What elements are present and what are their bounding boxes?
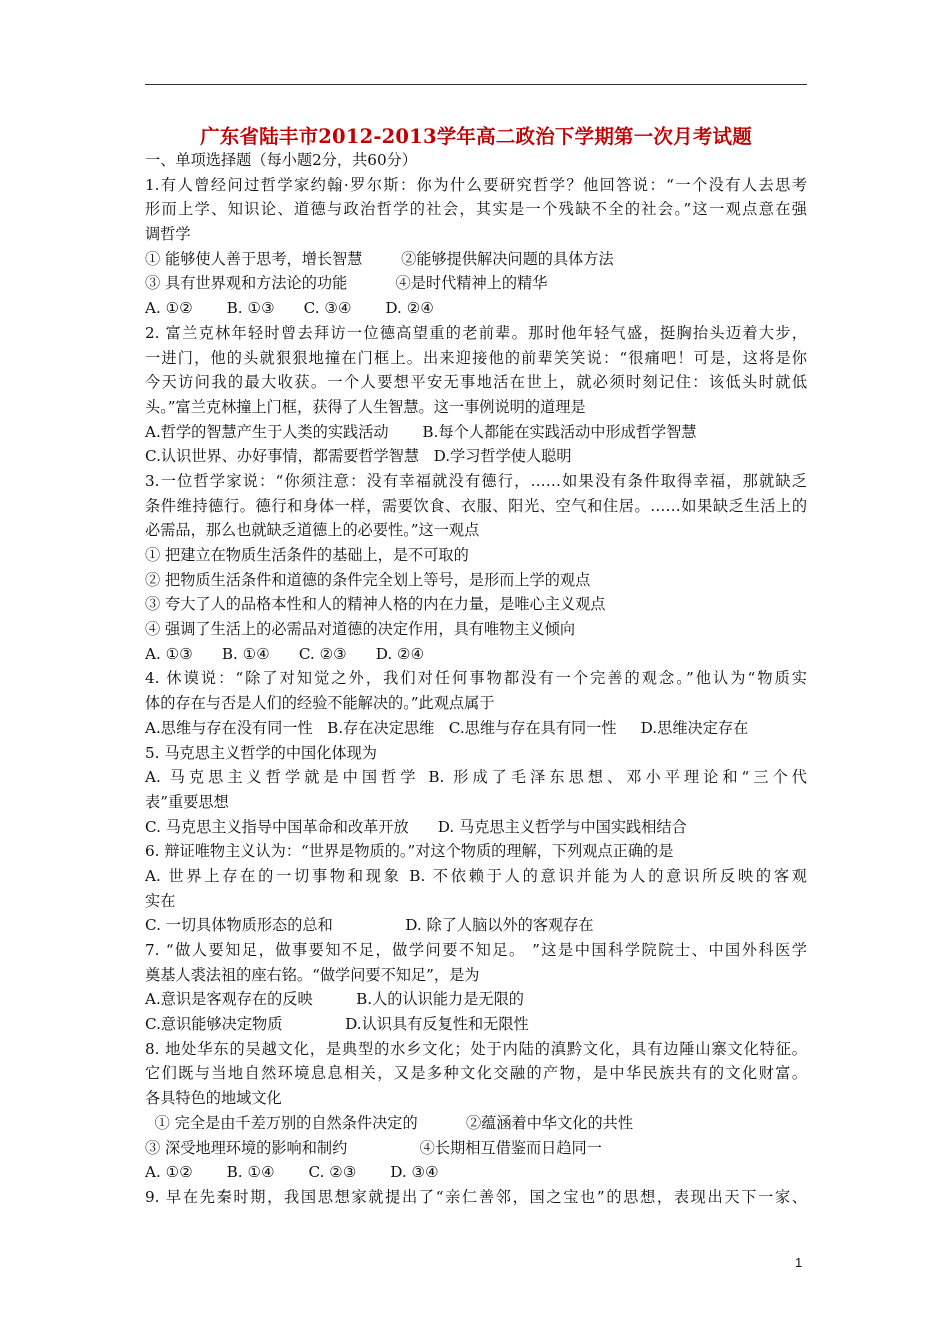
text-line: A.哲学的智慧产生于人类的实践活动 B.每个人都能在实践活动中形成哲学智慧 bbox=[145, 422, 697, 441]
text-line: 调哲学 bbox=[145, 225, 191, 244]
text-line: ① 把建立在物质生活条件的基础上，是不可取的 bbox=[145, 546, 469, 564]
text-line: A.思维与存在没有同一性 B.存在决定思维 C.思维与存在具有同一性 D.思维决定存在 bbox=[145, 718, 749, 737]
text-line: 5. 马克思主义哲学的中国化体现为 bbox=[145, 743, 377, 762]
text-line: ① 能够使人善于思考，增长智慧 ②能够提供解决问题的具体方法 bbox=[145, 249, 614, 268]
text-line: C.认识世界、办好事情，都需要哲学智慧 D.学习哲学使人聪明 bbox=[145, 447, 572, 466]
text-line: A. ①② B. ①③ C. ③④ D. ②④ bbox=[145, 299, 434, 318]
text-line: ④ 强调了生活上的必需品对道德的决定作用，具有唯物主义倾向 bbox=[145, 620, 576, 639]
text-line: 表”重要思想 bbox=[145, 792, 229, 811]
text-line: 体的存在与否是人们的经验不能解决的。”此观点属于 bbox=[145, 694, 495, 713]
header-rule bbox=[145, 84, 807, 85]
text-line: 各具特色的地域文化 bbox=[145, 1089, 282, 1108]
text-line: C.意识能够决定物质 D.认识具有反复性和无限性 bbox=[145, 1015, 529, 1034]
text-line: A. ①③ B. ①④ C. ②③ D. ②④ bbox=[145, 644, 425, 663]
text-line: 6. 辩证唯物主义认为：“世界是物质的。”对这个物质的理解，下列观点正确的是 bbox=[145, 842, 674, 861]
text-line: 必需品，那么也就缺乏道德上的必要性。”这一观点 bbox=[145, 521, 480, 540]
text-line: 一进门，他的头就狠狠地撞在门框上。出来迎接他的前辈笑笑说：“很痛吧！可是，这将是你 bbox=[145, 348, 807, 367]
text-line: 8. 地处华东的吴越文化，是典型的水乡文化；处于内陆的滇黔文化，具有边陲山寨文化特征。 bbox=[145, 1039, 807, 1058]
text-line: A. ①② B. ①④ C. ②③ D. ③④ bbox=[145, 1163, 439, 1182]
text-line: ③ 具有世界观和方法论的功能 ④是时代精神上的精华 bbox=[145, 274, 548, 293]
text-line: A. 世界上存在的一切事物和现象 B. 不依赖于人的意识并能为人的意识所反映的客观 bbox=[145, 866, 807, 885]
text-line: 今天访问我的最大收获。一个人要想平安无事地活在世上，就必须时刻记住：该低头时就低 bbox=[145, 373, 807, 392]
text-line: 条件维持德行。德行和身体一样，需要饮食、衣服、阳光、空气和住居。……如果缺乏生活上的 bbox=[145, 496, 807, 515]
text-line: 2. 富兰克林年轻时曾去拜访一位德高望重的老前辈。那时他年轻气盛，挺胸抬头迈着大步， bbox=[145, 323, 807, 342]
document-body bbox=[145, 148, 807, 1210]
text-line: A.意识是客观存在的反映 B.人的认识能力是无限的 bbox=[145, 990, 524, 1009]
text-line: ① 完全是由千差万别的自然条件决定的 ②蕴涵着中华文化的共性 bbox=[145, 1113, 634, 1132]
text-line: A. 马克思主义哲学就是中国哲学 B. 形成了毛泽东思想、邓小平理论和“三个代 bbox=[145, 768, 807, 787]
text-line: ③ 深受地理环境的影响和制约 ④长期相互借鉴而日趋同一 bbox=[145, 1138, 602, 1157]
text-line: C. 一切具体物质形态的总和 D. 除了人脑以外的客观存在 bbox=[145, 916, 594, 935]
text-line: 3.一位哲学家说：“你须注意：没有幸福就没有德行，……如果没有条件取得幸福，那就缺乏 bbox=[145, 471, 807, 490]
text-line: 一、单项选择题（每小题2分，共60分） bbox=[145, 151, 417, 169]
text-line: C. 马克思主义指导中国革命和改革开放 D. 马克思主义哲学与中国实践相结合 bbox=[145, 817, 687, 836]
text-line: 奠基人裘法祖的座右铭。“做学问要不知足”，是为 bbox=[145, 965, 480, 984]
text-line: ② 把物质生活条件和道德的条件完全划上等号，是形而上学的观点 bbox=[145, 570, 591, 589]
text-line: 它们既与当地自然环境息息相关，又是多种文化交融的产物，是中华民族共有的文化财富。 bbox=[145, 1064, 807, 1083]
text-line: 9. 早在先秦时期，我国思想家就提出了“亲仁善邻，国之宝也”的思想，表现出天下一家、 bbox=[145, 1187, 807, 1206]
text-line: 4. 休谟说：“除了对知觉之外，我们对任何事物都没有一个完善的观念。”他认为“物质实 bbox=[145, 669, 807, 688]
text-line: 1.有人曾经问过哲学家约翰·罗尔斯：你为什么要研究哲学？他回答说：“一个没有人去思考 bbox=[145, 175, 807, 194]
page-number: 1 bbox=[795, 1255, 803, 1270]
document-title: 广东省陆丰市2012-2013学年高二政治下学期第一次月考试题 bbox=[200, 125, 752, 148]
text-line: 形而上学、知识论、道德与政治哲学的社会，其实是一个残缺不全的社会。”这一观点意在强 bbox=[145, 200, 807, 219]
text-line: 实在 bbox=[145, 891, 176, 910]
text-line: 7. “做人要知足，做事要知不足，做学问要不知足。 ”这是中国科学院院士、中国外科医学 bbox=[145, 941, 807, 959]
text-line: 头。”富兰克林撞上门框，获得了人生智慧。这一事例说明的道理是 bbox=[145, 397, 586, 416]
text-line: ③ 夸大了人的品格本性和人的精神人格的内在力量，是唯心主义观点 bbox=[145, 595, 606, 614]
